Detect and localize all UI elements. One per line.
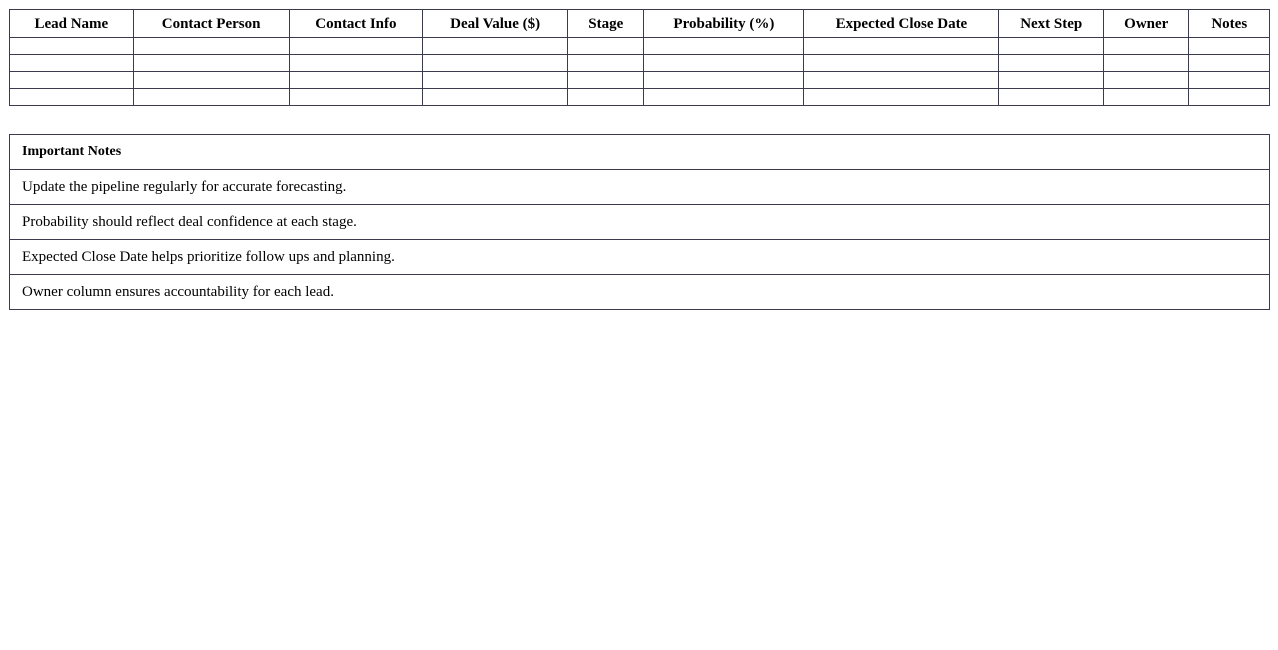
cell-deal-value[interactable] <box>423 89 568 106</box>
cell-stage[interactable] <box>568 72 644 89</box>
cell-contact-info[interactable] <box>289 55 423 72</box>
column-header-next-step: Next Step <box>999 10 1104 38</box>
cell-next-step[interactable] <box>999 72 1104 89</box>
cell-contact-person[interactable] <box>133 38 289 55</box>
cell-notes[interactable] <box>1189 72 1270 89</box>
cell-probability[interactable] <box>644 89 804 106</box>
notes-row <box>10 275 1270 310</box>
table-row[interactable] <box>10 89 1270 106</box>
cell-expected-close-date[interactable] <box>804 38 999 55</box>
column-header-probability: Probability (%) <box>644 10 804 38</box>
column-header-lead-name: Lead Name <box>10 10 134 38</box>
sales-pipeline-table <box>9 9 1270 106</box>
cell-contact-person[interactable] <box>133 72 289 89</box>
cell-owner[interactable] <box>1104 89 1189 106</box>
cell-lead-name[interactable] <box>10 89 134 106</box>
cell-owner[interactable] <box>1104 55 1189 72</box>
notes-row <box>10 240 1270 275</box>
cell-stage[interactable] <box>568 38 644 55</box>
table-row[interactable] <box>10 55 1270 72</box>
cell-probability[interactable] <box>644 55 804 72</box>
note-item: Update the pipeline regularly for accurate forecasting. <box>10 170 1270 205</box>
column-header-expected-close-date: Expected Close Date <box>804 10 999 38</box>
cell-next-step[interactable] <box>999 55 1104 72</box>
column-header-stage: Stage <box>568 10 644 38</box>
table-row[interactable] <box>10 72 1270 89</box>
cell-next-step[interactable] <box>999 89 1104 106</box>
column-header-owner: Owner <box>1104 10 1189 38</box>
notes-row <box>10 170 1270 205</box>
important-notes-container <box>9 134 1270 310</box>
table-header-row <box>10 10 1270 38</box>
cell-notes[interactable] <box>1189 38 1270 55</box>
sales-pipeline-table-container <box>9 9 1270 106</box>
cell-lead-name[interactable] <box>10 38 134 55</box>
cell-notes[interactable] <box>1189 89 1270 106</box>
cell-notes[interactable] <box>1189 55 1270 72</box>
notes-row <box>10 205 1270 240</box>
cell-contact-info[interactable] <box>289 72 423 89</box>
cell-stage[interactable] <box>568 55 644 72</box>
cell-deal-value[interactable] <box>423 38 568 55</box>
note-item: Owner column ensures accountability for each lead. <box>10 275 1270 310</box>
table-row[interactable] <box>10 38 1270 55</box>
cell-lead-name[interactable] <box>10 72 134 89</box>
column-header-deal-value: Deal Value ($) <box>423 10 568 38</box>
cell-expected-close-date[interactable] <box>804 89 999 106</box>
cell-probability[interactable] <box>644 72 804 89</box>
note-item: Expected Close Date helps prioritize follow ups and planning. <box>10 240 1270 275</box>
cell-stage[interactable] <box>568 89 644 106</box>
cell-owner[interactable] <box>1104 72 1189 89</box>
cell-next-step[interactable] <box>999 38 1104 55</box>
cell-lead-name[interactable] <box>10 55 134 72</box>
note-item: Probability should reflect deal confidence at each stage. <box>10 205 1270 240</box>
cell-owner[interactable] <box>1104 38 1189 55</box>
cell-expected-close-date[interactable] <box>804 72 999 89</box>
cell-probability[interactable] <box>644 38 804 55</box>
cell-contact-person[interactable] <box>133 89 289 106</box>
column-header-contact-person: Contact Person <box>133 10 289 38</box>
cell-contact-info[interactable] <box>289 38 423 55</box>
notes-header-label: Important Notes <box>10 135 1270 170</box>
important-notes-table <box>9 134 1270 310</box>
column-header-notes: Notes <box>1189 10 1270 38</box>
cell-contact-info[interactable] <box>289 89 423 106</box>
column-header-contact-info: Contact Info <box>289 10 423 38</box>
notes-header-row <box>10 135 1270 170</box>
cell-expected-close-date[interactable] <box>804 55 999 72</box>
cell-deal-value[interactable] <box>423 72 568 89</box>
cell-deal-value[interactable] <box>423 55 568 72</box>
cell-contact-person[interactable] <box>133 55 289 72</box>
